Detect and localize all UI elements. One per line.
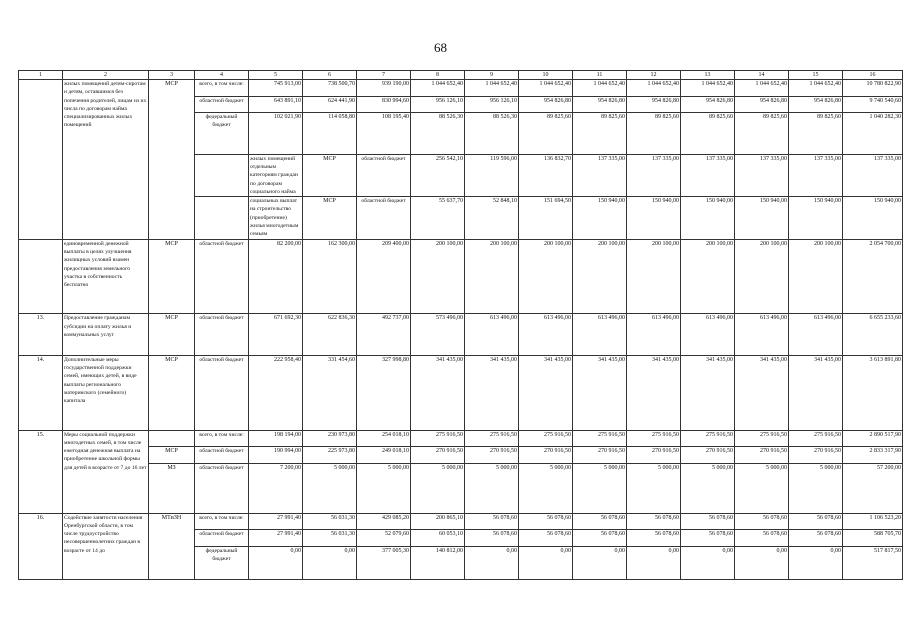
amount-cell: 137 335,00 xyxy=(843,154,903,196)
header-cell: 14 xyxy=(735,71,789,80)
amount-cell: 150 940,00 xyxy=(573,197,627,239)
row-number: 15. xyxy=(19,430,63,513)
funding-source: областной бюджет xyxy=(357,197,411,239)
page-number: 68 xyxy=(434,40,447,55)
table-row xyxy=(19,430,903,447)
funding-source: областной бюджет xyxy=(195,96,249,113)
amount-cell: 102 021,90 xyxy=(249,113,303,155)
amount-cell: 5 000,00 xyxy=(465,463,519,513)
amount-cell: 270 916,50 xyxy=(411,447,465,464)
row-number xyxy=(195,154,249,196)
header-cell: 5 xyxy=(249,71,303,80)
amount-cell: 200 100,00 xyxy=(519,239,573,314)
row-number xyxy=(19,239,63,314)
amount-cell: 341 435,00 xyxy=(735,355,789,430)
amount-cell: 89 825,60 xyxy=(573,113,627,155)
row-agency: МСР xyxy=(149,447,195,464)
amount-cell: 52 848,10 xyxy=(465,197,519,239)
amount-cell: 341 435,00 xyxy=(411,355,465,430)
amount-cell: 275 916,50 xyxy=(519,430,573,447)
row-agency xyxy=(149,430,195,447)
amount-cell: 56 078,60 xyxy=(789,513,843,530)
amount-cell: 956 126,10 xyxy=(411,96,465,113)
amount-cell: 150 940,00 xyxy=(627,197,681,239)
amount-cell: 150 940,00 xyxy=(843,197,903,239)
amount-cell: 10 780 822,90 xyxy=(843,80,903,97)
amount-cell: 150 940,00 xyxy=(735,197,789,239)
amount-cell: 52 079,60 xyxy=(357,530,411,547)
row-description: жилых помещений отдельным категориям граждан по договорам социального найма xyxy=(249,154,303,196)
amount-cell: 270 916,50 xyxy=(789,447,843,464)
amount-cell: 745 913,00 xyxy=(249,80,303,97)
row-description: единовременной денежной выплаты в целях улучшения жилищных условий взамен предоставления земельного участка в собственность бесплатно xyxy=(63,239,149,314)
amount-cell: 588 705,70 xyxy=(843,530,903,547)
amount-cell: 956 126,10 xyxy=(465,96,519,113)
amount-cell: 56 078,60 xyxy=(735,530,789,547)
amount-cell: 377 005,30 xyxy=(357,546,411,579)
table-row xyxy=(19,355,903,430)
amount-cell: 56 078,60 xyxy=(573,530,627,547)
amount-cell: 198 194,00 xyxy=(249,430,303,447)
amount-cell: 137 335,00 xyxy=(735,154,789,196)
amount-cell: 613 496,00 xyxy=(573,314,627,356)
amount-cell: 137 335,00 xyxy=(573,154,627,196)
amount-cell: 162 300,00 xyxy=(303,239,357,314)
amount-cell: 341 435,00 xyxy=(789,355,843,430)
funding-source: всего, в том числе: xyxy=(195,80,249,97)
header-cell: 16 xyxy=(843,71,903,80)
amount-cell: 0,00 xyxy=(573,546,627,579)
amount-cell: 9 740 540,60 xyxy=(843,96,903,113)
header-cell: 10 xyxy=(519,71,573,80)
amount-cell: 190 994,00 xyxy=(249,447,303,464)
row-number xyxy=(19,80,63,240)
amount-cell: 151 694,50 xyxy=(519,197,573,239)
amount-cell: 1 044 652,40 xyxy=(735,80,789,97)
amount-cell: 82 200,00 xyxy=(249,239,303,314)
amount-cell: 0,00 xyxy=(735,546,789,579)
amount-cell: 341 435,00 xyxy=(681,355,735,430)
amount-cell: 1 044 652,40 xyxy=(573,80,627,97)
amount-cell: 327 998,80 xyxy=(357,355,411,430)
row-description: Предоставление гражданам субсидии на оплату жилья и коммунальных услуг xyxy=(63,314,149,356)
amount-cell: 738 500,70 xyxy=(303,80,357,97)
row-description: Меры социальной поддержки многодетных семей, в том числе ежегодная денежная выплата на приобретение школьной формы для детей в возрасте от 7 до 16 лет xyxy=(63,430,149,513)
amount-cell: 492 737,00 xyxy=(357,314,411,356)
amount-cell: 230 973,80 xyxy=(303,430,357,447)
amount-cell: 613 496,00 xyxy=(627,314,681,356)
amount-cell: 88 526,30 xyxy=(465,113,519,155)
amount-cell: 954 826,80 xyxy=(789,96,843,113)
amount-cell: 56 078,60 xyxy=(789,530,843,547)
amount-cell: 1 044 652,40 xyxy=(681,80,735,97)
amount-cell: 56 078,60 xyxy=(681,513,735,530)
amount-cell: 1 044 652,40 xyxy=(789,80,843,97)
amount-cell: 1 044 652,40 xyxy=(411,80,465,97)
amount-cell: 200 100,00 xyxy=(789,239,843,314)
amount-cell: 429 085,20 xyxy=(357,513,411,530)
amount-cell: 200 100,00 xyxy=(573,239,627,314)
amount-cell: 270 916,50 xyxy=(573,447,627,464)
amount-cell: 613 496,00 xyxy=(519,314,573,356)
amount-cell: 3 613 891,80 xyxy=(843,355,903,430)
row-agency: МСР xyxy=(149,355,195,430)
amount-cell: 27 991,40 xyxy=(249,530,303,547)
amount-cell: 517 817,50 xyxy=(843,546,903,579)
amount-cell: 56 078,60 xyxy=(465,530,519,547)
amount-cell: 341 435,00 xyxy=(519,355,573,430)
funding-source: областной бюджет xyxy=(195,463,249,513)
amount-cell: 0,00 xyxy=(681,546,735,579)
amount-cell: 256 542,10 xyxy=(411,154,465,196)
amount-cell: 1 044 652,40 xyxy=(627,80,681,97)
amount-cell: 613 496,00 xyxy=(735,314,789,356)
amount-cell: 275 916,50 xyxy=(627,430,681,447)
amount-cell: 671 692,30 xyxy=(249,314,303,356)
funding-source: областной бюджет xyxy=(195,239,249,314)
header-cell: 11 xyxy=(573,71,627,80)
header-cell: 1 xyxy=(19,71,63,80)
row-description: Содействие занятости населения Оренбургской области, в том числе трудоустройство несовершеннолетних граждан в возрасте от 14 до xyxy=(63,513,149,579)
amount-cell: 275 916,50 xyxy=(573,430,627,447)
amount-cell: 57 200,00 xyxy=(843,463,903,513)
amount-cell: 2 833 317,90 xyxy=(843,447,903,464)
amount-cell: 331 454,60 xyxy=(303,355,357,430)
amount-cell: 270 916,50 xyxy=(681,447,735,464)
amount-cell: 643 891,10 xyxy=(249,96,303,113)
amount-cell: 254 018,10 xyxy=(357,430,411,447)
table-row xyxy=(19,463,903,513)
amount-cell: 89 825,60 xyxy=(681,113,735,155)
amount-cell: 114 058,80 xyxy=(303,113,357,155)
funding-source: федеральный бюджет xyxy=(195,113,249,155)
row-number: 16. xyxy=(19,513,63,579)
amount-cell: 6 655 233,60 xyxy=(843,314,903,356)
amount-cell: 56 078,60 xyxy=(627,513,681,530)
amount-cell: 341 435,00 xyxy=(465,355,519,430)
amount-cell: 200 100,00 xyxy=(681,239,735,314)
table-row xyxy=(19,513,903,530)
amount-cell: 150 940,00 xyxy=(681,197,735,239)
table-row xyxy=(19,239,903,314)
funding-source: областной бюджет xyxy=(195,447,249,464)
amount-cell: 341 435,00 xyxy=(627,355,681,430)
amount-cell: 5 000,00 xyxy=(519,463,573,513)
amount-cell: 1 106 523,20 xyxy=(843,513,903,530)
amount-cell: 137 335,00 xyxy=(627,154,681,196)
amount-cell: 5 000,00 xyxy=(789,463,843,513)
amount-cell: 56 078,60 xyxy=(519,530,573,547)
header-cell: 12 xyxy=(627,71,681,80)
header-cell: 6 xyxy=(303,71,357,80)
amount-cell: 573 496,00 xyxy=(411,314,465,356)
header-cell: 4 xyxy=(195,71,249,80)
amount-cell: 56 078,60 xyxy=(573,513,627,530)
funding-source: областной бюджет xyxy=(195,355,249,430)
amount-cell: 954 826,80 xyxy=(627,96,681,113)
amount-cell: 275 916,50 xyxy=(789,430,843,447)
amount-cell: 5 000,00 xyxy=(681,463,735,513)
amount-cell: 200 100,00 xyxy=(735,239,789,314)
funding-source: областной бюджет xyxy=(357,154,411,196)
amount-cell: 613 496,00 xyxy=(789,314,843,356)
amount-cell: 89 825,60 xyxy=(789,113,843,155)
amount-cell: 56 078,60 xyxy=(627,530,681,547)
amount-cell: 275 916,50 xyxy=(681,430,735,447)
amount-cell: 89 825,60 xyxy=(627,113,681,155)
amount-cell: 150 940,00 xyxy=(789,197,843,239)
amount-cell: 0,00 xyxy=(465,546,519,579)
row-number: 14. xyxy=(19,355,63,430)
funding-source: всего, в том числе: xyxy=(195,430,249,447)
header-cell: 7 xyxy=(357,71,411,80)
amount-cell: 939 190,00 xyxy=(357,80,411,97)
header-cell: 3 xyxy=(149,71,195,80)
amount-cell: 5 000,00 xyxy=(357,463,411,513)
amount-cell: 0,00 xyxy=(627,546,681,579)
header-cell: 13 xyxy=(681,71,735,80)
amount-cell: 119 596,00 xyxy=(465,154,519,196)
amount-cell: 27 991,40 xyxy=(249,513,303,530)
header-row xyxy=(19,71,903,80)
amount-cell: 270 916,50 xyxy=(627,447,681,464)
amount-cell: 200 100,00 xyxy=(465,239,519,314)
amount-cell: 5 000,00 xyxy=(735,463,789,513)
amount-cell: 225 973,80 xyxy=(303,447,357,464)
row-agency: МСР xyxy=(149,314,195,356)
amount-cell: 270 916,50 xyxy=(465,447,519,464)
header-cell: 9 xyxy=(465,71,519,80)
amount-cell: 613 496,00 xyxy=(465,314,519,356)
amount-cell: 56 078,60 xyxy=(735,513,789,530)
amount-cell: 88 526,30 xyxy=(411,113,465,155)
amount-cell: 954 826,80 xyxy=(519,96,573,113)
funding-source: всего, в том числе: xyxy=(195,513,249,530)
row-agency: МСР xyxy=(303,197,357,239)
amount-cell: 275 916,50 xyxy=(465,430,519,447)
amount-cell: 5 000,00 xyxy=(627,463,681,513)
amount-cell: 5 000,00 xyxy=(573,463,627,513)
funding-source: федеральный бюджет xyxy=(195,546,249,579)
amount-cell: 108 195,40 xyxy=(357,113,411,155)
amount-cell: 624 441,90 xyxy=(303,96,357,113)
amount-cell: 2 054 700,00 xyxy=(843,239,903,314)
row-agency: МСР xyxy=(303,154,357,196)
amount-cell: 200 100,00 xyxy=(627,239,681,314)
row-description: социальных выплат на строительство (приобретение) жилья многодетным семьям xyxy=(249,197,303,239)
row-agency: МЗ xyxy=(149,463,195,513)
amount-cell: 275 916,50 xyxy=(735,430,789,447)
amount-cell: 1 044 652,40 xyxy=(519,80,573,97)
amount-cell: 56 078,60 xyxy=(681,530,735,547)
table-row xyxy=(19,314,903,356)
table-row xyxy=(19,447,903,464)
amount-cell: 200 865,10 xyxy=(411,513,465,530)
row-description: Дополнительные меры государственной поддержки семей, имеющих детей, в виде выплаты регионального материнского (семейного) капитала xyxy=(63,355,149,430)
amount-cell: 954 826,80 xyxy=(735,96,789,113)
amount-cell: 954 826,80 xyxy=(681,96,735,113)
amount-cell: 60 053,10 xyxy=(411,530,465,547)
amount-cell: 137 335,00 xyxy=(789,154,843,196)
amount-cell: 1 040 282,30 xyxy=(843,113,903,155)
amount-cell: 270 916,50 xyxy=(519,447,573,464)
budget-table xyxy=(18,70,903,580)
header-cell: 15 xyxy=(789,71,843,80)
amount-cell: 275 916,50 xyxy=(411,430,465,447)
amount-cell: 89 825,60 xyxy=(519,113,573,155)
amount-cell: 5 000,00 xyxy=(411,463,465,513)
amount-cell: 89 825,60 xyxy=(735,113,789,155)
amount-cell: 55 637,70 xyxy=(411,197,465,239)
funding-source: областной бюджет xyxy=(195,314,249,356)
amount-cell: 0,00 xyxy=(303,546,357,579)
row-description: жилых помещений детям-сиротам и детям, оставшимся без попечения родителей, лицам из их числа по договорам найма специализированных жилых помещений xyxy=(63,80,149,240)
amount-cell: 137 335,00 xyxy=(681,154,735,196)
amount-cell: 136 832,70 xyxy=(519,154,573,196)
amount-cell: 5 000,00 xyxy=(303,463,357,513)
amount-cell: 56 031,30 xyxy=(303,530,357,547)
table-row xyxy=(19,80,903,97)
row-agency: МСР xyxy=(149,80,195,240)
header-cell: 2 xyxy=(63,71,149,80)
amount-cell: 0,00 xyxy=(789,546,843,579)
funding-source: областной бюджет xyxy=(195,530,249,547)
amount-cell: 56 078,60 xyxy=(519,513,573,530)
amount-cell: 56 078,60 xyxy=(465,513,519,530)
amount-cell: 200 100,00 xyxy=(411,239,465,314)
amount-cell: 209 400,00 xyxy=(357,239,411,314)
amount-cell: 1 044 652,40 xyxy=(465,80,519,97)
header-cell: 8 xyxy=(411,71,465,80)
amount-cell: 222 958,40 xyxy=(249,355,303,430)
row-agency: МТиЗН xyxy=(149,513,195,579)
row-agency: МСР xyxy=(149,239,195,314)
amount-cell: 140 812,00 xyxy=(411,546,465,579)
row-number: 13. xyxy=(19,314,63,356)
amount-cell: 56 031,30 xyxy=(303,513,357,530)
amount-cell: 270 916,50 xyxy=(735,447,789,464)
amount-cell: 7 200,00 xyxy=(249,463,303,513)
amount-cell: 622 836,30 xyxy=(303,314,357,356)
amount-cell: 341 435,00 xyxy=(573,355,627,430)
amount-cell: 830 994,60 xyxy=(357,96,411,113)
amount-cell: 2 890 517,90 xyxy=(843,430,903,447)
amount-cell: 954 826,80 xyxy=(573,96,627,113)
row-number xyxy=(195,197,249,239)
amount-cell: 613 496,00 xyxy=(681,314,735,356)
amount-cell: 0,00 xyxy=(519,546,573,579)
amount-cell: 249 018,10 xyxy=(357,447,411,464)
amount-cell: 0,00 xyxy=(249,546,303,579)
